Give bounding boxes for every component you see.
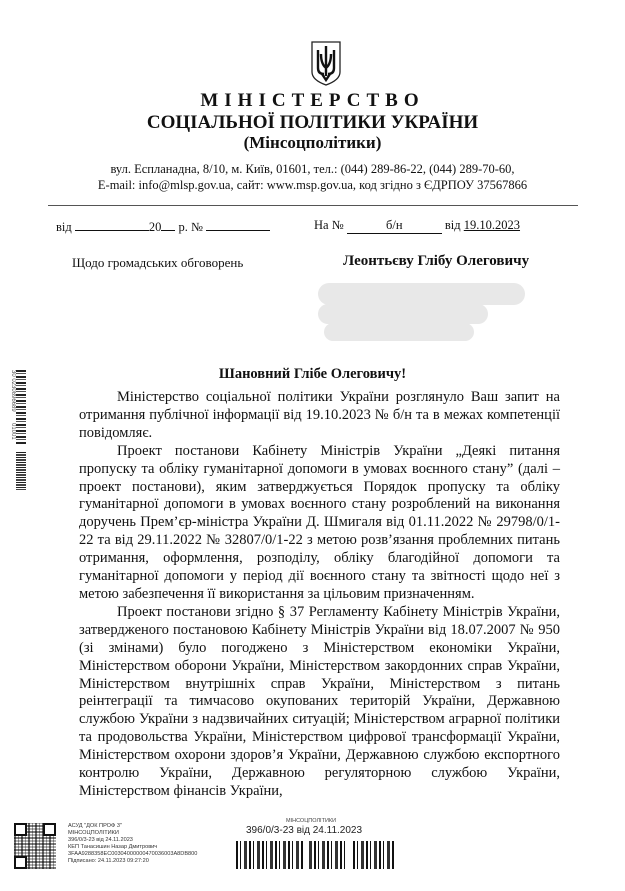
year-blank: [161, 218, 175, 231]
incoming-label: На №: [314, 218, 344, 232]
redacted-block: [324, 323, 474, 341]
stamp-org: МІНСОЦПОЛІТИКИ: [68, 830, 119, 836]
incoming-number: б/н: [347, 218, 442, 234]
stamp-signer: КЕП Танасишин Назар Дмитрович: [68, 844, 158, 850]
side-barcode-bars: [16, 452, 26, 490]
recipient-name: Леонтьєву Глібу Олеговичу: [343, 253, 530, 269]
salutation: Шановний Глібе Олеговичу!: [218, 366, 407, 382]
qr-code: [14, 823, 56, 869]
incoming-date-label: від: [444, 218, 461, 232]
from-label: від: [56, 220, 72, 234]
registration-org: МІНСОЦПОЛІТИКИ: [286, 818, 337, 824]
e-signature-stamp: [68, 823, 197, 865]
trident-coat-of-arms-icon: [310, 40, 342, 86]
org-name-line1: МІНІСТЕРСТВО: [200, 90, 425, 111]
contact-line: E-mail: info@mlsp.gov.ua, сайт: www.msp.gov.ua, код згідно з ЄДРПОУ 37567866: [97, 178, 528, 192]
subject-line: Щодо громадських обговорень: [72, 255, 244, 270]
side-barcode: [10, 370, 26, 490]
org-name-short: (Мінсоцполітики): [243, 133, 382, 152]
registration-number: 396/0/3-23 від 24.11.2023: [246, 825, 363, 836]
incoming-date: 19.10.2023: [463, 218, 521, 232]
registration-barcode: [236, 841, 396, 869]
year-label: 20: [148, 220, 162, 234]
letter-body: [79, 389, 560, 801]
body-paragraph: Проект постанови Кабінету Міністрів України „Деякі питання пропуску та обліку гуманітарної допомоги в умовах воєнного стану” (далі – проект постанови), яким затверджується Порядок пропуску та обліку гуманітарної допомоги в умовах воєнного стану розроблений на виконання доручень Прем’єр-міністра України Д. Шмигаля від 01.11.2022 № 29798/0/1-22 та від 29.11.2022 № 32807/0/1-22 з метою розв’язання проблемних питань отримання, оформлення, розподілу, обліку благодійної допомоги та гуманітарної допомоги у період дії воєнного стану та звітності щодо неї з метою забезпечення її використання за цільовим призначенням.: [79, 442, 560, 602]
side-barcode-digits: 30: [10, 370, 16, 377]
redacted-block: [318, 304, 488, 324]
body-paragraph: Проект постанови згідно § 37 Регламенту Кабінету Міністрів України, затвердженого постановою Кабінету Міністрів України від 18.07.2007 № 950 (зі змінами) було погоджено з Міністерством економіки України, Міністерством оборони України, Міністерством закордонних справ України, Міністерством внутрішніх справ України, Міністерством з питань реінтеграції та тимчасово окупованих територій України, Державною службою України з надзвичайних ситуацій; Міністерством аграрної політики та продовольства України, Міністерством цифрової трансформації України, Міністерством охорони здоров’я України, Державною службою експортного контролю України, Державною регуляторною службою України, Міністерством фінансів України,: [79, 603, 560, 799]
body-paragraph: Міністерство соціальної політики України розглянуло Ваш запит на отримання публічної інформації від 19.10.2023 № б/н та в межах компетенції повідомляє.: [79, 389, 560, 441]
number-label: р. №: [178, 220, 203, 234]
number-blank: [206, 218, 270, 231]
stamp-cert-id: 3FAA9288358EC00304000000470036003A8DB800: [68, 851, 198, 857]
address-line: вул. Еспланадна, 8/10, м. Київ, 01601, тел.: (044) 289-86-22, (044) 289-70-60,: [110, 162, 515, 176]
stamp-reg-number: 396/0/3-23 від 24.11.2023: [68, 837, 133, 843]
incoming-reference: [314, 218, 520, 234]
side-barcode-digits: 01001: [10, 423, 16, 441]
org-name-line2: СОЦІАЛЬНОЇ ПОЛІТИКИ УКРАЇНИ: [146, 112, 479, 133]
stamp-system: АСУД "ДОК ПРОФ 3": [68, 823, 122, 829]
side-barcode-digits: 0230896689: [10, 378, 16, 412]
stamp-signed-at: Підписано: 24.11.2023 09:27:20: [68, 858, 149, 864]
redacted-block: [318, 283, 525, 305]
side-barcode-bars: [16, 370, 26, 445]
header-divider: [48, 205, 578, 206]
date-blank: [75, 218, 149, 231]
outgoing-reference: [56, 218, 270, 235]
